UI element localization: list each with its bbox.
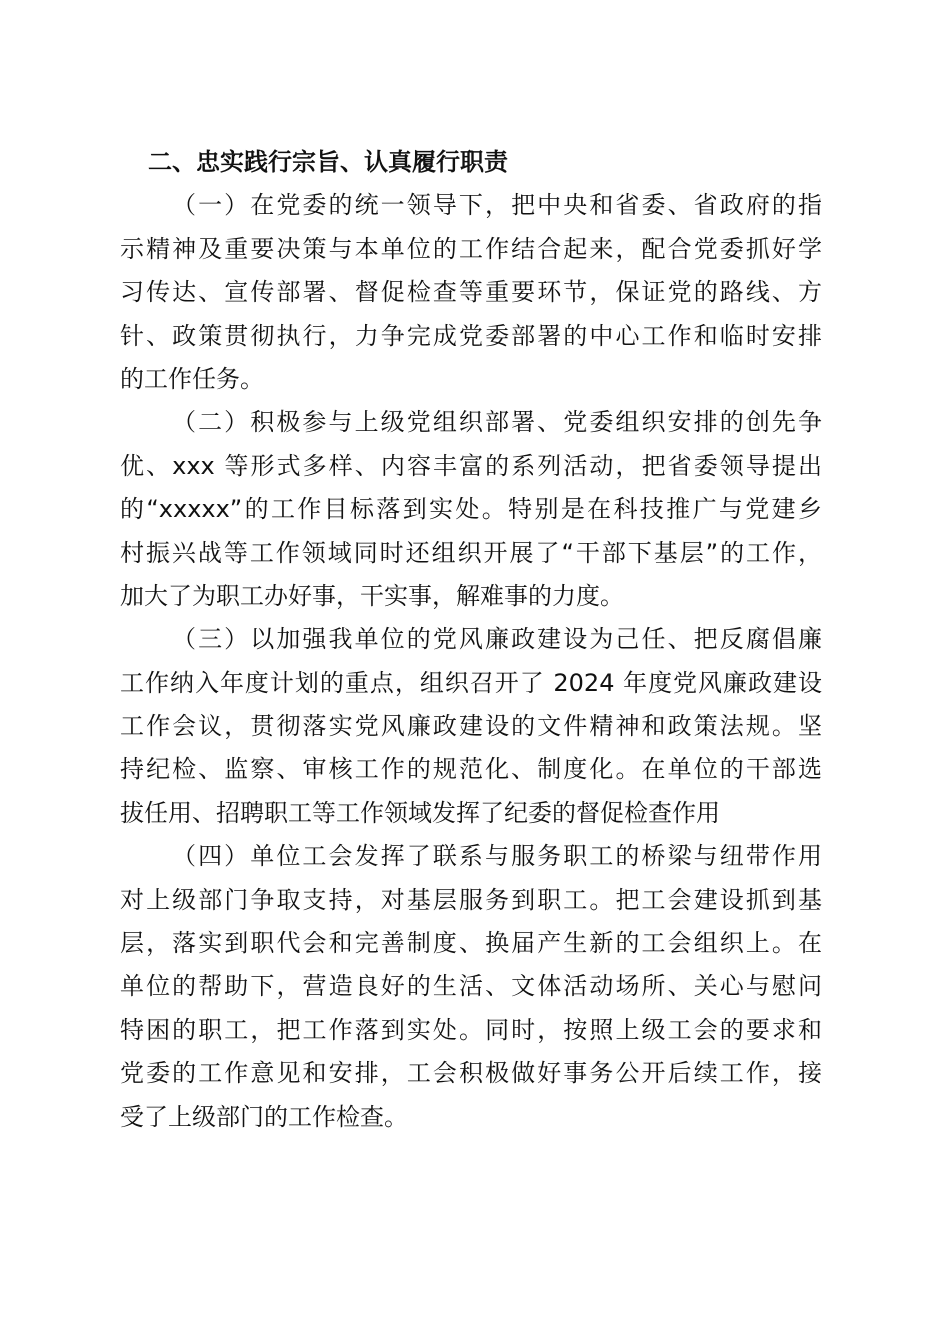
paragraph-line: （一）在党委的统一领导下，把中央和省委、省政府的指 bbox=[172, 191, 822, 220]
paragraph-line: （四）单位工会发挥了联系与服务职工的桥梁与纽带作用 bbox=[172, 842, 822, 871]
paragraph-line: 工作会议，贯彻落实党风廉政建设的文件精神和政策法规。坚 bbox=[120, 712, 822, 741]
paragraph-line: 针、政策贯彻执行，力争完成党委部署的中心工作和临时安排 bbox=[120, 321, 822, 350]
paragraph-3 bbox=[120, 618, 822, 835]
paragraph-line: 持纪检、监察、审核工作的规范化、制度化。在单位的干部选 bbox=[120, 755, 822, 784]
paragraph-line: 党委的工作意见和安排，工会积极做好事务公开后续工作，接 bbox=[120, 1059, 822, 1088]
paragraph-line: 特困的职工，把工作落到实处。同时，按照上级工会的要求和 bbox=[120, 1015, 822, 1044]
document-body bbox=[120, 141, 822, 1139]
paragraph-1 bbox=[120, 184, 822, 401]
paragraph-line: 示精神及重要决策与本单位的工作结合起来，配合党委抓好学 bbox=[120, 234, 822, 263]
section-heading: 二、忠实践行宗旨、认真履行职责 bbox=[148, 148, 508, 176]
paragraph-line: 加大了为职工办好事，干实事，解难事的力度。 bbox=[120, 581, 624, 610]
paragraph-line: （三）以加强我单位的党风廉政建设为己任、把反腐倡廉 bbox=[172, 625, 822, 654]
paragraph-line: 习传达、宣传部署、督促检查等重要环节，保证党的路线、方 bbox=[120, 278, 822, 307]
paragraph-line: （二）积极参与上级党组织部署、党委组织安排的创先争 bbox=[172, 408, 822, 437]
paragraph-line: 受了上级部门的工作检查。 bbox=[120, 1102, 408, 1131]
paragraph-line: 村振兴战等工作领域同时还组织开展了“干部下基层”的工作， bbox=[120, 538, 822, 567]
paragraph-line: 拔任用、招聘职工等工作领域发挥了纪委的督促检查作用 bbox=[120, 798, 720, 827]
paragraph-line: 的工作任务。 bbox=[120, 364, 264, 393]
paragraph-line: 优、xxx 等形式多样、内容丰富的系列活动，把省委领导提出 bbox=[120, 451, 822, 480]
paragraph-line: 对上级部门争取支持，对基层服务到职工。把工会建设抓到基 bbox=[120, 885, 822, 914]
paragraph-4 bbox=[120, 835, 822, 1139]
paragraph-line: 的“xxxxx”的工作目标落到实处。特别是在科技推广与党建乡 bbox=[120, 495, 822, 524]
paragraph-line: 层，落实到职代会和完善制度、换届产生新的工会组织上。在 bbox=[120, 929, 822, 958]
paragraph-line: 工作纳入年度计划的重点，组织召开了 2024 年度党风廉政建设 bbox=[120, 668, 822, 697]
paragraph-line: 单位的帮助下，营造良好的生活、文体活动场所、关心与慰问 bbox=[120, 972, 822, 1001]
paragraph-2 bbox=[120, 401, 822, 618]
